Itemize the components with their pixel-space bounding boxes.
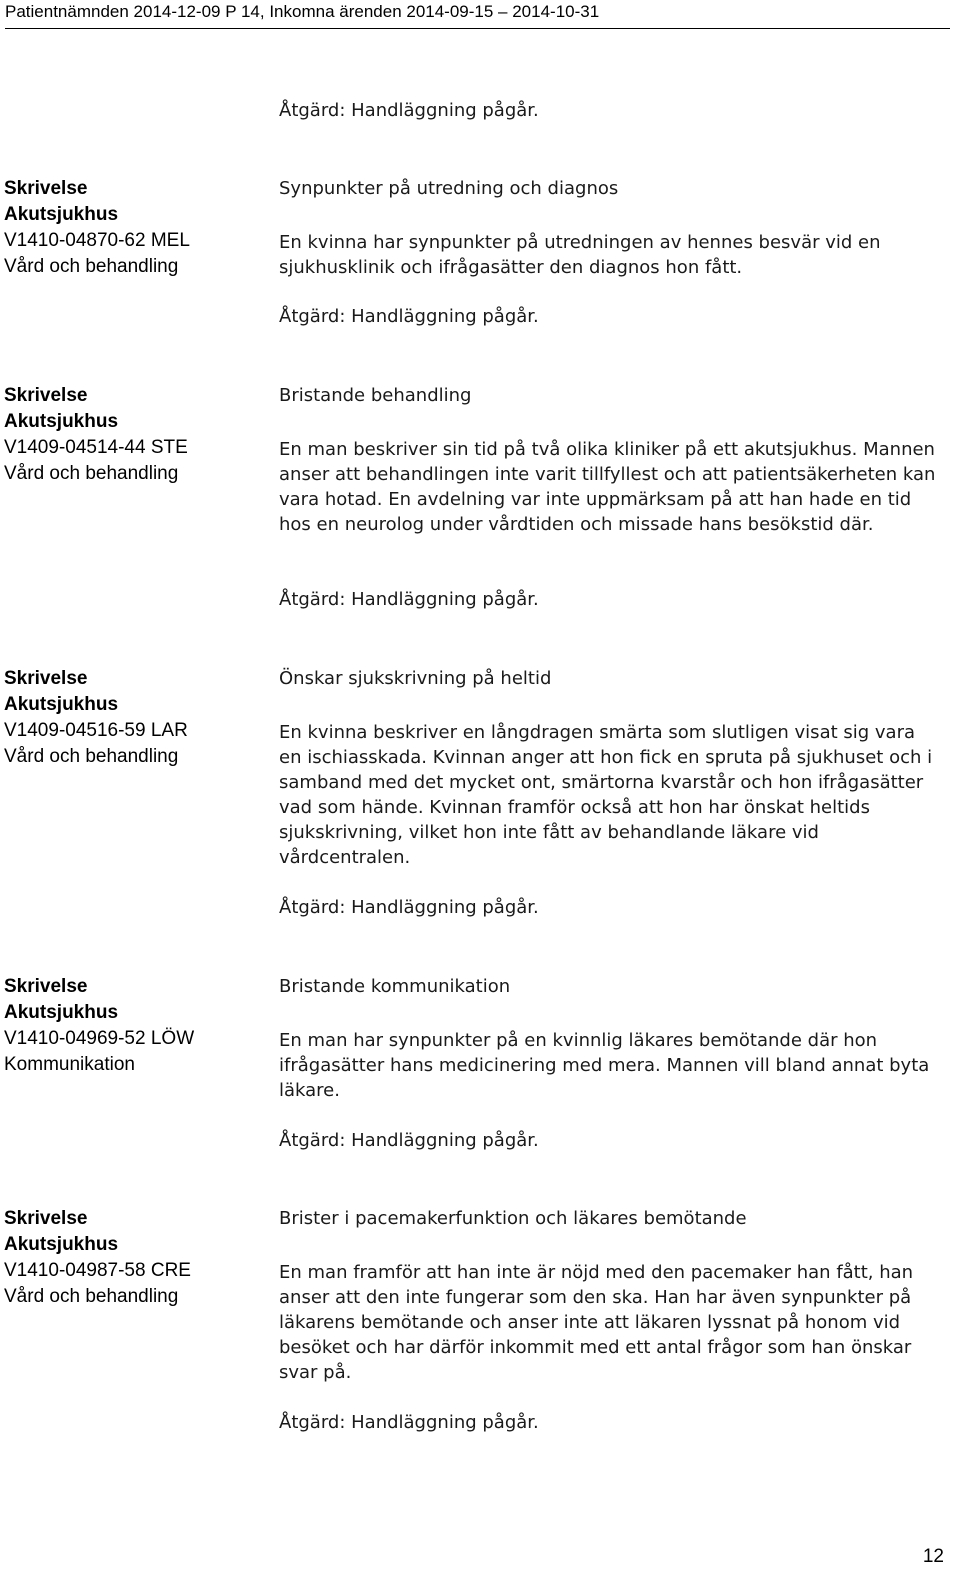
case-unit: Akutsjukhus <box>4 1002 119 1023</box>
case-category: Vård och behandling <box>4 256 179 277</box>
case-content <box>279 974 939 1103</box>
case-id: V1409-04516-59 LAR <box>4 720 188 741</box>
case-body: En man framför att han inte är nöjd med den pacemaker han fått, han anser att den inte fungerar som den ska. Han har även synpunkter på läkarens bemötande och anser inte att läkaren lyssnat på honom vid besöket och har därför inkommit med ett antal frågor som han önskar svar på. <box>279 1262 914 1383</box>
case-id: V1410-04969-52 LÖW <box>4 1028 195 1049</box>
case-subject: Brister i pacemakerfunktion och läkares bemötande <box>279 1208 747 1229</box>
case-category: Vård och behandling <box>4 463 179 484</box>
page-header <box>5 0 950 29</box>
case-unit: Akutsjukhus <box>4 204 119 225</box>
header-title: Patientnämnden 2014-12-09 P 14, Inkomna ärenden 2014-09-15 – 2014-10-31 <box>5 2 600 21</box>
case-body: En man beskriver sin tid på två olika kliniker på ett akutsjukhus. Mannen anser att behandlingen inte varit tillfyllest och att patientsäkerheten kan vara hotad. En avdelning var inte uppmärksam på att han hade en tid hos en neurolog under vårdtiden och missade hans besökstid där. <box>279 439 936 535</box>
case-type: Skrivelse <box>4 385 88 406</box>
case-meta <box>4 1206 269 1310</box>
case-type: Skrivelse <box>4 1208 88 1229</box>
case-subject: Bristande kommunikation <box>279 976 511 997</box>
case-subject: Bristande behandling <box>279 385 472 406</box>
case-unit: Akutsjukhus <box>4 694 119 715</box>
case-unit: Akutsjukhus <box>4 1234 119 1255</box>
case-unit: Akutsjukhus <box>4 411 119 432</box>
case-meta <box>4 974 269 1078</box>
case-category: Vård och behandling <box>4 1286 179 1307</box>
case-meta <box>4 176 269 280</box>
action-status: Åtgärd: Handläggning pågår. <box>279 306 539 327</box>
case-content <box>279 383 939 537</box>
case-type: Skrivelse <box>4 178 88 199</box>
case-subject: Önskar sjukskrivning på heltid <box>279 668 552 689</box>
case-id: V1410-04870-62 MEL <box>4 230 190 251</box>
case-body: En kvinna beskriver en långdragen smärta som slutligen visat sig vara en ischiasskada. Kvinnan anger att hon fick en spruta på sjukhuset och i samband med det mycket ont, smärtorna kvarstår och hon ifrågasätter vad som hände. Kvinnan framför också att hon har önskat heltids sjukskrivning, vilket hon inte fått av behandlande läkare vid vårdcentralen. <box>279 722 933 868</box>
case-id: V1409-04514-44 STE <box>4 437 188 458</box>
case-content <box>279 666 939 870</box>
case-body: En man har synpunkter på en kvinnlig läkares bemötande där hon ifrågasätter hans medicinering med mera. Mannen vill bland annat byta läkare. <box>279 1030 930 1101</box>
case-content <box>279 1206 939 1385</box>
action-status: Åtgärd: Handläggning pågår. <box>279 1130 539 1151</box>
case-meta <box>4 383 269 487</box>
action-status: Åtgärd: Handläggning pågår. <box>279 100 539 121</box>
action-status: Åtgärd: Handläggning pågår. <box>279 589 539 610</box>
case-subject: Synpunkter på utredning och diagnos <box>279 178 619 199</box>
page-number: 12 <box>922 1546 944 1567</box>
case-category: Kommunikation <box>4 1054 135 1075</box>
case-content <box>279 176 939 280</box>
case-meta <box>4 666 269 770</box>
case-id: V1410-04987-58 CRE <box>4 1260 191 1281</box>
action-status: Åtgärd: Handläggning pågår. <box>279 1412 539 1433</box>
case-type: Skrivelse <box>4 976 88 997</box>
action-status: Åtgärd: Handläggning pågår. <box>279 897 539 918</box>
case-body: En kvinna har synpunkter på utredningen av hennes besvär vid en sjukhusklinik och ifrågasätter den diagnos hon fått. <box>279 232 881 278</box>
case-category: Vård och behandling <box>4 746 179 767</box>
case-type: Skrivelse <box>4 668 88 689</box>
